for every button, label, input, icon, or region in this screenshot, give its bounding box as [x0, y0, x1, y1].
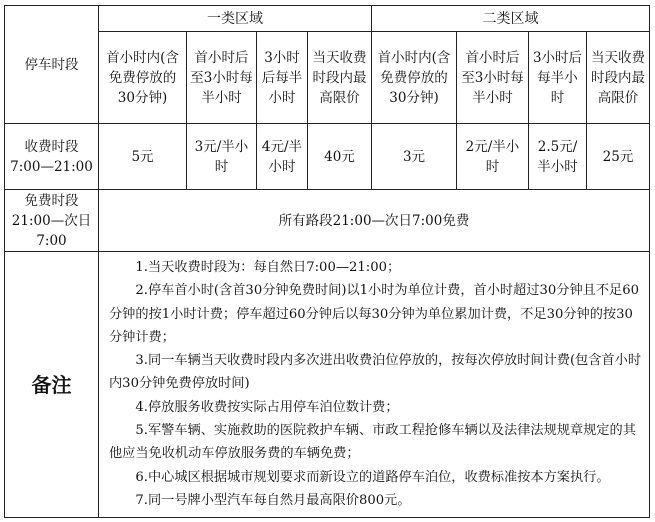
parking-fee-table — [4, 5, 650, 518]
free-period-time: 21:00—次日7:00 — [11, 212, 92, 249]
charge-period-label: 收费时段 — [24, 138, 79, 155]
remark-item: 7.同一号牌小型汽车每自然月最高限价800元。 — [135, 492, 411, 508]
corner-label: 停车时段 — [5, 6, 99, 124]
fee-table-container — [4, 5, 649, 517]
zone-2-col-after-3h: 3小时后每半小时 — [529, 32, 587, 124]
remark-item: 6.中心城区根据城市规划要求而新设立的道路停车泊位，收费标准按本方案执行。 — [135, 469, 610, 485]
charge-period-header — [5, 124, 99, 190]
zone-1-fee-after-3h: 4元/半小时 — [257, 124, 308, 190]
free-period-row — [5, 190, 650, 252]
free-period-header — [5, 190, 99, 252]
remark-item: 1.当天收费时段为：每自然日7:00—21:00； — [135, 260, 401, 275]
remarks-row — [5, 252, 650, 518]
remark-item: 2.停车首小时(含首30分钟免费时间)以1小时为单位计费，首小时超过30分钟且不足60分钟的按1小时计费；停车超过60分钟后以每30分钟为单位累加计费，不足30分钟的按30分钟计费； — [109, 283, 639, 345]
zone-1-col-hour-1-3: 首小时后至3小时每半小时 — [187, 32, 257, 124]
zone-1-col-after-3h: 3小时后每半小时 — [257, 32, 308, 124]
remark-item: 3.同一车辆当天收费时段内多次进出收费泊位停放的，按每次停放时间计费(包含首小时内30分钟免费停放时间) — [109, 353, 642, 392]
remarks-label: 备注 — [5, 252, 99, 518]
remark-item: 4.停放服务收费按实际占用停车泊位数计费； — [135, 399, 399, 415]
zone-1-fee-daily-cap: 40元 — [308, 124, 372, 190]
zone-2-fee-first-hour: 3元 — [372, 124, 457, 190]
zone-2-fee-after-3h: 2.5元/半小时 — [529, 124, 587, 190]
column-header-row — [5, 32, 650, 124]
zone-2-col-hour-1-3: 首小时后至3小时每半小时 — [457, 32, 529, 124]
zone-1-name: 一类区域 — [99, 6, 372, 32]
remarks-list — [99, 252, 650, 518]
zone-1-fee-first-hour: 5元 — [99, 124, 187, 190]
zone-1-fee-hour-1-3: 3元/半小时 — [187, 124, 257, 190]
remark-item: 5.军警车辆、实施救助的医院救护车辆、市政工程抢修车辆以及法律法规规章规定的其他应当免收机动车停放服务费的车辆免费； — [109, 423, 636, 462]
zone-2-col-first-hour: 首小时内(含免费停放的30分钟) — [372, 32, 457, 124]
zone-2-name: 二类区域 — [372, 6, 650, 32]
zone-1-col-first-hour: 首小时内(含免费停放的30分钟) — [99, 32, 187, 124]
zone-header-row — [5, 6, 650, 32]
free-period-text: 所有路段21:00—次日7:00免费 — [99, 190, 650, 252]
free-period-label: 免费时段 — [24, 192, 79, 209]
zone-2-fee-hour-1-3: 2元/半小时 — [457, 124, 529, 190]
charge-period-row — [5, 124, 650, 190]
charge-period-time: 7:00—21:00 — [10, 158, 93, 175]
zone-2-col-daily-cap: 当天收费时段内最高限价 — [587, 32, 650, 124]
zone-1-col-daily-cap: 当天收费时段内最高限价 — [308, 32, 372, 124]
zone-2-fee-daily-cap: 25元 — [587, 124, 650, 190]
